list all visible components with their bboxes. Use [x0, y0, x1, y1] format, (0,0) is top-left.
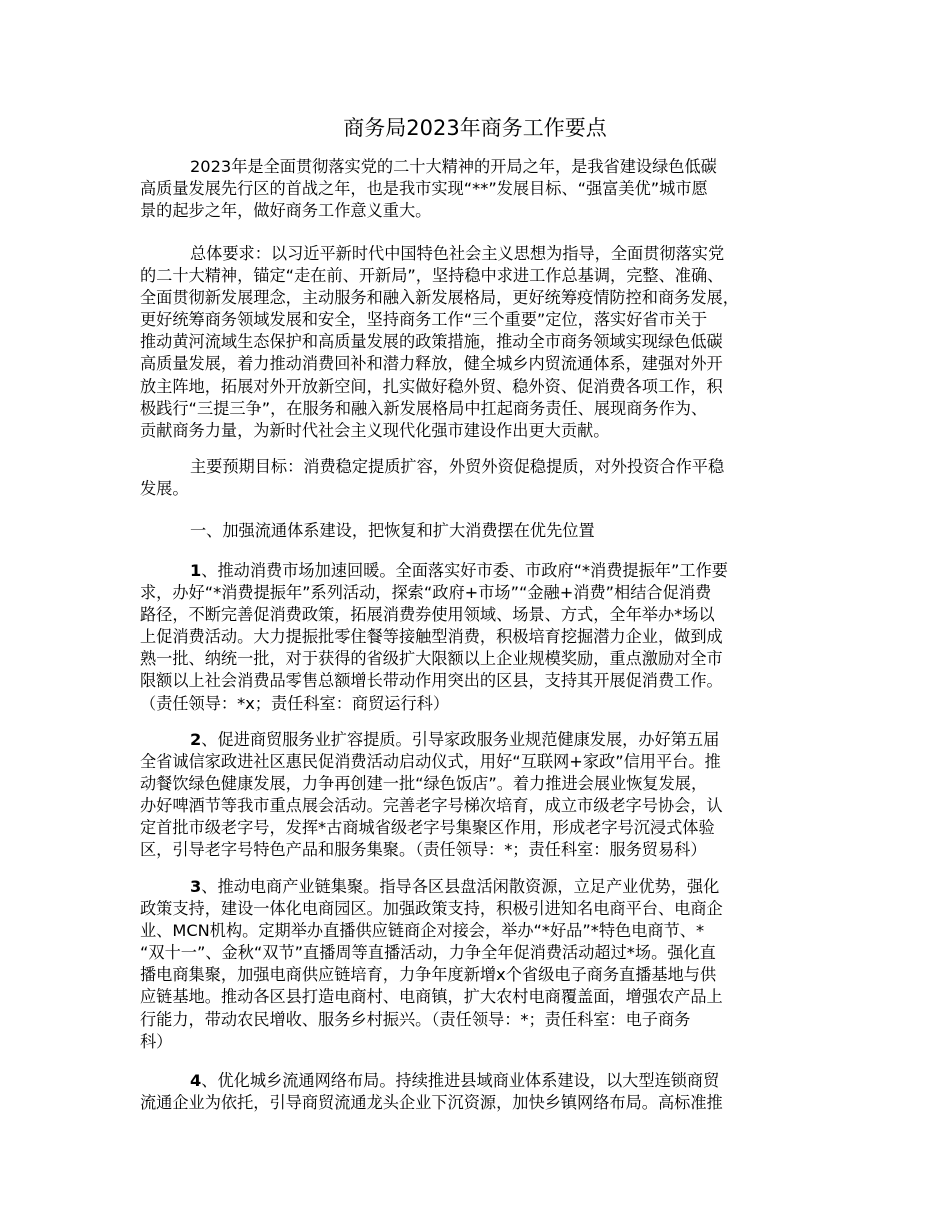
text-line: 一、加强流通体系建设，把恢复和扩大消费摆在优先位置	[190, 521, 595, 540]
text-line: 上促消费活动。大力提振批零住餐等接触型消费，积极培育挖掘潜力企业，做到成	[140, 627, 723, 647]
paragraph-intro	[140, 156, 830, 222]
text-line: 主要预期目标：消费稳定提质扩容，外贸外资促稳提质，对外投资合作平稳	[190, 457, 725, 476]
paragraph-overall-requirements	[140, 243, 830, 442]
text-line: 总体要求：以习近平新时代中国特色社会主义思想为指导，全面贯彻落实党	[190, 244, 725, 263]
text-line: 熟一批、纳统一批，对于获得的省级扩大限额以上企业规模奖励，重点激励对全市	[140, 649, 723, 669]
text-line: 推动黄河流域生态保护和高质量发展的政策措施，推动全市商务领域实现绿色低碳	[140, 332, 723, 352]
paragraph-main-targets	[140, 456, 830, 500]
section-heading-1	[140, 520, 830, 542]
text-line: 放主阵地，拓展对外开放新空间，扎实做好稳外贸、稳外资、促消费各项工作，积	[140, 376, 723, 396]
item-number: 1	[190, 561, 202, 580]
paragraph-item-1	[140, 560, 830, 715]
text-segment: 、促进商贸服务业扩容提质。引导家政服务业规范健康发展，办好第五届	[201, 730, 720, 749]
text-line: 景的起步之年，做好商务工作意义重大。	[140, 201, 432, 221]
text-segment: 、推动消费市场加速回暖。全面落实好市委、市政府“*消费提振年”工作要	[201, 561, 728, 580]
text-segment: 、推动电商产业链集聚。指导各区县盘活闲散资源，立足产业优势，强化	[201, 877, 720, 896]
text-line: 的二十大精神，锚定“走在前、开新局”，坚持稳中求进工作总基调，完整、准确、	[140, 266, 724, 286]
text-line: 高质量发展，着力推动消费回补和潜力释放，健全城乡内贸流通体系，建强对外开	[140, 354, 723, 374]
text-line: 流通企业为依托，引导商贸流通龙头企业下沉资源，加快乡镇网络布局。高标准推	[140, 1093, 723, 1113]
text-line: 定首批市级老字号，发挥*古商城省级老字号集聚区作用，形成老字号沉浸式体验	[140, 818, 715, 838]
item-number: 3	[190, 877, 202, 896]
paragraph-item-4	[140, 1070, 830, 1114]
item-number: 2	[190, 730, 202, 749]
text-line: 2023年是全面贯彻落实党的二十大精神的开局之年，是我省建设绿色低碳	[190, 157, 717, 176]
text-line: 全面贯彻新发展理念，主动服务和融入新发展格局，更好统筹疫情防控和商务发展，	[140, 288, 739, 308]
text-line	[140, 729, 830, 751]
text-line: 区，引导老字号特色产品和服务集聚。（责任领导：*；责任科室：服务贸易科）	[140, 840, 707, 860]
text-line: 播电商集聚，加强电商供应链培育，力争年度新增x个省级电子商务直播基地与供	[140, 965, 717, 985]
text-segment: 、优化城乡流通网络布局。持续推进县域商业体系建设，以大型连锁商贸	[201, 1071, 720, 1090]
text-line: 全省诚信家政进社区惠民促消费活动启动仪式，用好“互联网+家政”信用平台。推	[140, 752, 721, 772]
paragraph-item-2	[140, 729, 830, 862]
text-line: （责任领导：*x；责任科室：商贸运行科）	[140, 693, 450, 713]
text-line: 发展。	[140, 479, 189, 499]
document-title: 商务局2023年商务工作要点	[343, 116, 607, 140]
text-line: 求，办好“*消费提振年”系列活动，探索“政府+市场”“金融+消费”相结合促消费	[140, 583, 712, 603]
text-line	[140, 560, 830, 582]
text-line: 路径，不断完善促消费政策，拓展消费券使用领域、场景、方式，全年举办*场以	[140, 605, 715, 625]
paragraph-item-3	[140, 876, 830, 1053]
text-line	[140, 1070, 830, 1092]
text-line: “双十一”、金秋“双节”直播周等直播活动，力争全年促消费活动超过*场。强化直	[140, 943, 716, 963]
text-line: 限额以上社会消费品零售总额增长带动作用突出的区县，支持其开展促消费工作。	[140, 671, 723, 691]
item-number: 4	[190, 1071, 202, 1090]
text-line: 极践行“三提三争”，在服务和融入新发展格局中扛起商务责任、展现商务作为、	[140, 398, 708, 418]
text-line	[140, 876, 830, 898]
text-line: 更好统筹商务领域发展和安全，坚持商务工作“三个重要”定位，落实好省市关于	[140, 310, 708, 330]
text-line: 科）	[140, 1031, 173, 1051]
text-line: 业、MCN机构。定期举办直播供应链商企对接会，举办“*好品”*特色电商节、*	[140, 921, 705, 941]
text-line: 政策支持，建设一体化电商园区。加强政策支持，积极引进知名电商平台、电商企	[140, 899, 723, 919]
text-line: 高质量发展先行区的首战之年，也是我市实现“**”发展目标、“强富美优”城市愿	[140, 179, 708, 199]
text-line: 办好啤酒节等我市重点展会活动。完善老字号梯次培育，成立市级老字号协会，认	[140, 796, 723, 816]
text-line: 应链基地。推动各区县打造电商村、电商镇，扩大农村电商覆盖面，增强农产品上	[140, 987, 723, 1007]
text-line: 动餐饮绿色健康发展，力争再创建一批“绿色饭店”。着力推进会展业恢复发展，	[140, 774, 708, 794]
text-line: 贡献商务力量，为新时代社会主义现代化强市建设作出更大贡献。	[140, 420, 610, 440]
text-line: 行能力，带动农民增收、服务乡村振兴。（责任领导：*；责任科室：电子商务	[140, 1009, 691, 1029]
